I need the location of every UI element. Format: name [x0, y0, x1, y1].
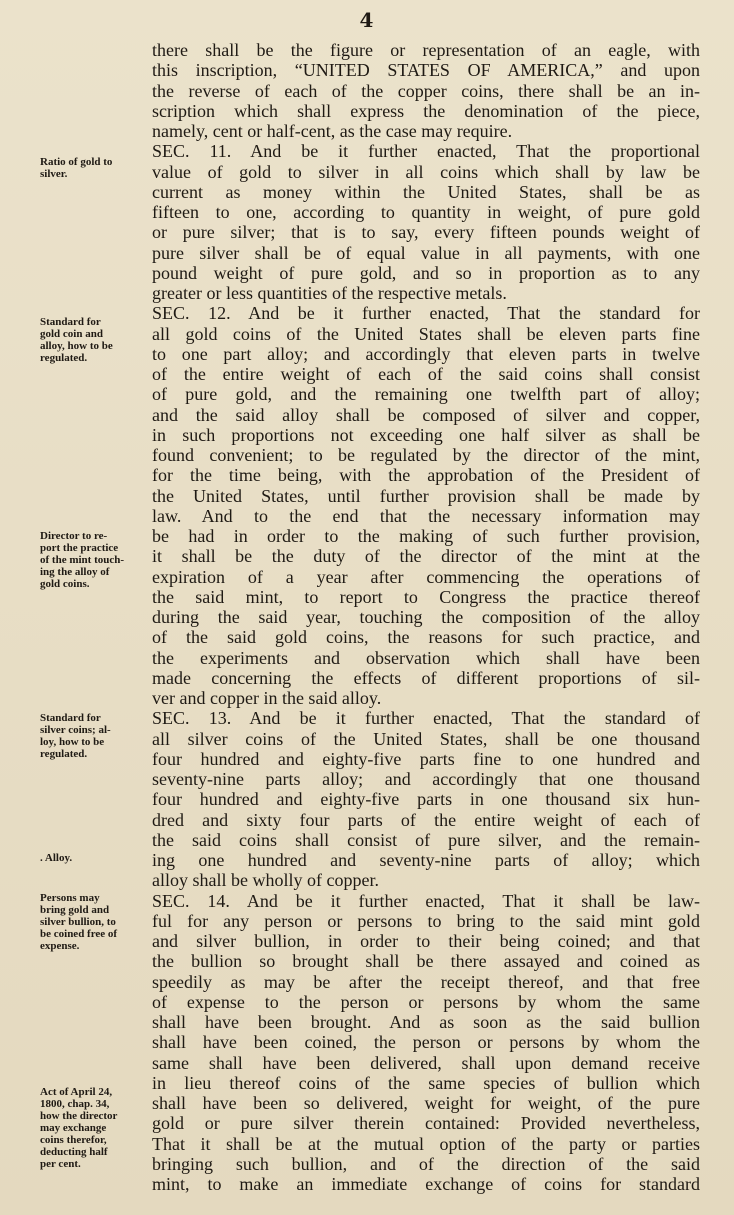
text-line: ing one hundred and seventy-nine parts of alloy; which: [152, 850, 700, 870]
text-line: pure silver shall be of equal value in all payments, with one: [152, 242, 700, 263]
text-line: namely, cent or half-cent, as the case may require.: [152, 121, 513, 141]
text-line: this inscription, “UNITED STATES OF AMERICA,” and upon: [152, 60, 700, 81]
text-line: same shall have been delivered, shall upon demand receive: [152, 1052, 700, 1073]
text-line: made concerning the effects of different proportions of sil-: [152, 667, 700, 688]
text-line: SEC. 14. And be it further enacted, That it shall be law-: [152, 890, 700, 911]
text-line: during the said year, touching the composition of the alloy: [152, 607, 700, 627]
margin-notes: [0, 0, 152, 1215]
text-line: four hundred and eighty-five parts in one thousand six hun-: [152, 789, 700, 810]
text-line: of the entire weight of each of the said coins shall consist: [152, 364, 700, 384]
text-line: all gold coins of the United States shall be eleven parts fine: [152, 323, 700, 344]
text-line: bringing such bullion, and of the direction of the said: [152, 1153, 700, 1174]
text-line: SEC. 11. And be it further enacted, That the proportional: [152, 141, 700, 162]
text-line: of pure gold, and the remaining one twelfth part of alloy;: [152, 384, 700, 405]
text-line: That it shall be at the mutual option of the party or parties: [152, 1133, 700, 1154]
text-line: the bullion so brought shall be there assayed and coined as: [152, 951, 700, 972]
text-line: mint, to make an immediate exchange of coins for standard: [152, 1174, 700, 1194]
text-line: or pure silver; that is to say, every fifteen pounds weight of: [152, 222, 700, 243]
text-line: alloy shall be wholly of copper.: [152, 870, 379, 891]
margin-note-standard-gold: Standard for gold coin and alloy, how to be regulated.: [40, 316, 113, 364]
text-line: scription which shall express the denomination of the piece,: [152, 100, 700, 121]
text-line: ver and copper in the said alloy.: [152, 688, 382, 708]
page-number: 4: [359, 8, 375, 32]
margin-note-ratio: Ratio of gold to silver.: [40, 156, 113, 180]
text-line: and the said alloy shall be composed of silver and copper,: [152, 404, 700, 425]
text-line: it shall be the duty of the director of the mint at the: [152, 546, 700, 567]
text-line: SEC. 12. And be it further enacted, That the standard for: [152, 303, 700, 324]
text-line: for the time being, with the approbation of the President of: [152, 465, 700, 486]
text-line: SEC. 13. And be it further enacted, That the standard of: [152, 708, 700, 729]
text-line: expiration of a year after commencing the operations of: [152, 566, 700, 587]
text-line: the said coins shall consist of pure silver, and the remain-: [152, 829, 700, 850]
text-line: of the said gold coins, the reasons for such practice, and: [152, 627, 700, 648]
text-line: to one part alloy; and accordingly that eleven parts in twelve: [152, 343, 700, 364]
text-line: and silver bullion, in order to their being coined; and that: [152, 931, 700, 951]
margin-note-director: Director to re- port the practice of the mint touch- ing the alloy of gold coins.: [40, 530, 125, 590]
text-line: the reverse of each of the copper coins, there shall be an in-: [152, 80, 700, 101]
text-line: fifteen to one, according to quantity in weight, of pure gold: [152, 202, 700, 222]
text-line: of expense to the person or persons by whom the same: [152, 991, 700, 1012]
text-line: in such proportions not exceeding one half silver as shall be: [152, 424, 700, 445]
text-line: ful for any person or persons to bring to the said mint gold: [152, 910, 700, 931]
text-line: dred and sixty four parts of the entire weight of each of: [152, 809, 700, 830]
text-line: the experiments and observation which shall have been: [152, 647, 700, 668]
text-line: the said mint, to report to Congress the practice thereof: [152, 586, 700, 607]
body-text: [152, 40, 700, 1194]
margin-note-act: Act of April 24, 1800, chap. 34, how the director may exchange coins therefor, deducting half per cent.: [40, 1086, 118, 1170]
text-line: four hundred and eighty-five parts fine to one hundred and: [152, 748, 700, 769]
text-line: there shall be the figure or representation of an eagle, with: [152, 40, 700, 60]
text-line: gold or pure silver therein contained: Provided nevertheless,: [152, 1113, 700, 1134]
margin-note-alloy: . Alloy.: [40, 852, 73, 864]
text-line: shall have been coined, the person or persons by whom the: [152, 1032, 700, 1053]
margin-note-persons: Persons may bring gold and silver bullion, to be coined free of expense.: [40, 892, 118, 952]
text-line: shall have been so delivered, weight for weight, of the pure: [152, 1093, 700, 1113]
text-line: current as money within the United States, shall be as: [152, 181, 700, 202]
text-line: shall have been brought. And as soon as the said bullion: [152, 1012, 700, 1032]
text-line: greater or less quantities of the respective metals.: [152, 283, 507, 303]
margin-note-standard-silver: Standard for silver coins; al- loy, how to be regulated.: [40, 712, 111, 760]
text-line: law. And to the end that the necessary information may: [152, 505, 700, 526]
text-line: found convenient; to be regulated by the director of the mint,: [152, 445, 700, 465]
text-line: pound weight of pure gold, and so in proportion as to any: [152, 262, 700, 283]
text-line: seventy-nine parts alloy; and accordingly that one thousand: [152, 769, 700, 789]
text-line: all silver coins of the United States, shall be one thousand: [152, 728, 700, 749]
text-line: be had in order to the making of such further provision,: [152, 526, 700, 546]
text-line: in lieu thereof coins of the same species of bullion which: [152, 1072, 700, 1093]
text-line: speedily as may be after the receipt thereof, and that free: [152, 971, 700, 992]
text-line: the United States, until further provision shall be made by: [152, 485, 700, 506]
text-line: value of gold to silver in all coins which shall by law be: [152, 161, 700, 182]
